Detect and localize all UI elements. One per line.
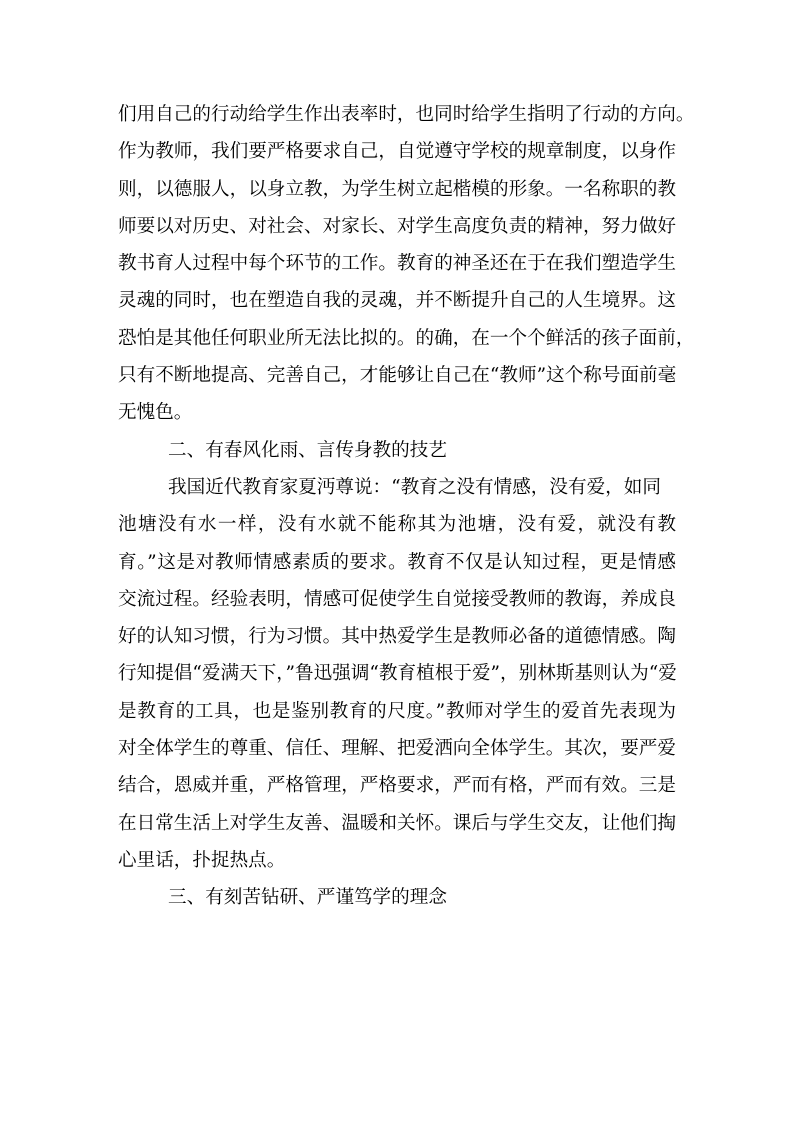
text-line: 灵魂的同时，也在塑造自我的灵魂，并不断提升自己的人生境界。这 xyxy=(118,290,676,312)
text-line: 无愧色。 xyxy=(118,402,193,424)
text-line: 恐怕是其他任何职业所无法比拟的。的确，在一个个鲜活的孩子面前， xyxy=(118,327,695,349)
text-line: 结合，恩威并重，严格管理，严格要求，严而有格，严而有效。三是 xyxy=(118,775,676,797)
paragraph-first-line: 我国近代教育家夏沔尊说：“教育之没有情感，没有爱，如同 xyxy=(168,476,661,498)
text-line: 是教育的工具，也是鉴别教育的尺度。”教师对学生的爱首先表现为 xyxy=(118,700,676,722)
text-line: 在日常生活上对学生友善、温暖和关怀。课后与学生交友，让他们掏 xyxy=(118,812,676,834)
text-line: 则，以德服人，以身立教，为学生树立起楷模的形象。一名称职的教 xyxy=(118,178,676,200)
text-line: 师要以对历史、对社会、对家长、对学生高度负责的精神，努力做好 xyxy=(118,215,676,237)
text-line: 好的认知习惯，行为习惯。其中热爱学生是教师必备的道德情感。陶 xyxy=(118,626,676,648)
text-line: 育。”这是对教师情感素质的要求。教育不仅是认知过程，更是情感 xyxy=(118,551,676,573)
text-line: 交流过程。经验表明，情感可促使学生自觉接受教师的教诲，养成良 xyxy=(118,588,676,610)
text-line: 池塘没有水一样，没有水就不能称其为池塘，没有爱，就没有教 xyxy=(118,514,676,536)
text-line: 对全体学生的尊重、信任、理解、把爱洒向全体学生。其次，要严爱 xyxy=(118,738,676,760)
text-line: 教书育人过程中每个环节的工作。教育的神圣还在于在我们塑造学生 xyxy=(118,253,676,275)
section-heading: 三、有刻苦钻研、严谨笃学的理念 xyxy=(168,887,447,909)
document-page xyxy=(118,96,695,917)
text-line: 只有不断地提高、完善自己，才能够让自己在“教师”这个称号面前毫 xyxy=(118,365,677,387)
text-line: 们用自己的行动给学生作出表率时，也同时给学生指明了行动的方向。 xyxy=(118,104,695,125)
text-line: 作为教师，我们要严格要求自己，自觉遵守学校的规章制度，以身作 xyxy=(118,141,676,163)
text-line: 心里话，扑捉热点。 xyxy=(118,849,286,871)
section-heading: 二、有春风化雨、言传身教的技艺 xyxy=(168,439,447,461)
text-line: 行知提倡“爱满天下，”鲁迅强调“教育植根于爱”，别林斯基则认为“爱 xyxy=(118,663,677,685)
